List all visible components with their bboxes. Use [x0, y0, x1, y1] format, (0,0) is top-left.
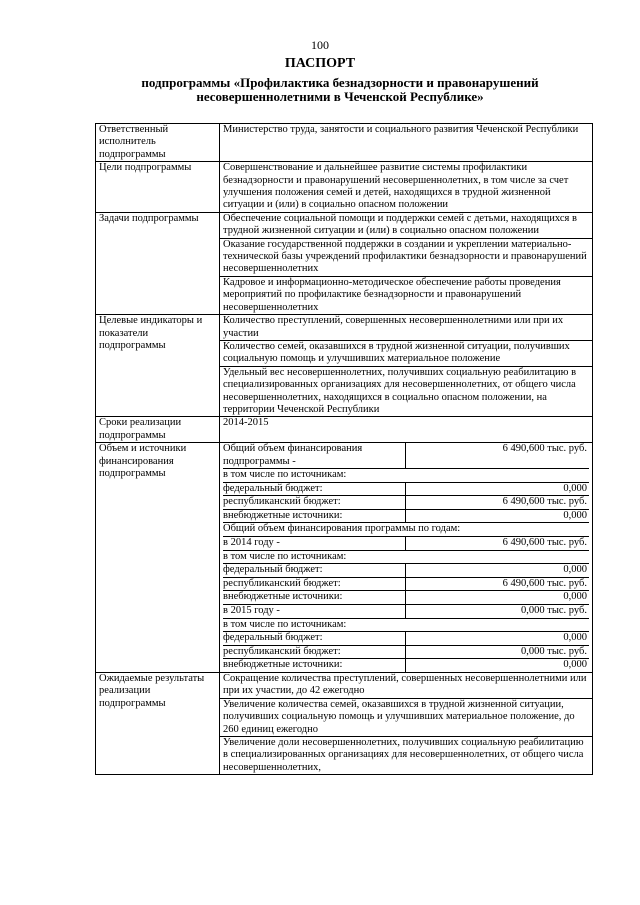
list-item: Обеспечение социальной помощи и поддержки семей с детьми, находящихся в трудной жизненной ситуации и (или) в социально опасном положении: [223, 212, 577, 237]
list-item: Увеличение доли несовершеннолетних, получивших социальную реабилитацию в специализированных организациях для несовершеннолетних, от общего числа несовершеннолетних,: [220, 736, 592, 774]
funding-value: 0,000 тыс. руб.: [521, 645, 587, 657]
funding-row: [223, 577, 589, 591]
funding-label: республиканский бюджет:: [223, 496, 406, 509]
funding-value: 6 490,600 тыс. руб.: [502, 536, 587, 548]
funding-total-value: 6 490,600 тыс. руб.: [502, 443, 587, 455]
list-item: Увеличение количества семей, оказавшихся в трудной жизненной ситуации, получивших социальную помощь и улучшивших материальное положение, до 260 единиц ежегодно: [220, 698, 592, 736]
funding-note: в том числе по источникам:: [223, 468, 347, 480]
funding-label: внебюджетные источники:: [223, 659, 406, 672]
funding-row: [223, 495, 589, 509]
row-funding: [96, 443, 593, 673]
row-label: Объем и источники финансирования подпрограммы: [96, 443, 220, 673]
funding-row: [223, 590, 589, 604]
funding-label: в 2014 году -: [223, 537, 406, 550]
funding-value: 0,000: [563, 482, 587, 494]
row-terms: [96, 417, 593, 443]
funding-label: в 2015 году -: [223, 605, 406, 618]
list-item: Удельный вес несовершеннолетних, получивших социальную реабилитацию в специализированных организациях для несовершеннолетних, от общего числа несовершеннолетних, находящихся в социально опасном положении, на территории Чеченской Республики: [220, 366, 592, 417]
row-label: Ответственный исполнитель подпрограммы: [96, 124, 220, 162]
row-label: Целевые индикаторы и показатели подпрограммы: [96, 315, 220, 417]
row-tasks: [96, 212, 593, 314]
row-label: Цели подпрограммы: [96, 162, 220, 213]
row-value: [220, 315, 593, 417]
funding-value: 0,000: [563, 659, 587, 671]
funding-label: внебюджетные источники:: [223, 510, 406, 523]
page-subtitle: подпрограммы «Профилактика безнадзорности и правонарушений несовершеннолетними в Чеченской Республике»: [141, 75, 539, 104]
list-item: Количество преступлений, совершенных несовершеннолетними или при их участии: [223, 315, 564, 339]
funding-label: федеральный бюджет:: [223, 564, 406, 577]
funding-label: республиканский бюджет:: [223, 646, 406, 659]
funding-row: [223, 536, 589, 550]
funding-row: [223, 604, 589, 618]
row-label: Ожидаемые результаты реализации подпрограммы: [96, 672, 220, 774]
funding-value: 0,000: [563, 564, 587, 576]
row-value: 2014-2015: [220, 417, 593, 443]
funding-row: [223, 509, 589, 523]
funding-row: [223, 468, 589, 482]
funding-grid: [220, 443, 593, 673]
funding-label: республиканский бюджет:: [223, 578, 406, 591]
funding-value: 0,000: [563, 632, 587, 644]
funding-value: 0,000: [563, 509, 587, 521]
funding-row: [223, 631, 589, 645]
funding-row: [223, 522, 589, 536]
row-label: Сроки реализации подпрограммы: [96, 417, 220, 443]
funding-value: 0,000 тыс. руб.: [521, 604, 587, 616]
row-indicators: [96, 315, 593, 417]
funding-value: 6 490,600 тыс. руб.: [502, 577, 587, 589]
funding-row: [223, 482, 589, 496]
row-value: [220, 672, 593, 774]
list-item: Кадровое и информационно-методическое обеспечение работы проведения мероприятий по профилактике безнадзорности и правонарушений несовершеннолетних: [220, 276, 592, 314]
list-item: Сокращение количества преступлений, совершенных несовершеннолетними или при их участии, до 42 ежегодно: [223, 672, 587, 697]
row-value: Совершенствование и дальнейшее развитие системы профилактики безнадзорности и правонарушений несовершеннолетних, в том числе за счет улучшения положения семей и детей, находящихся в трудной жизненной ситуации и (или) в социально опасном положении: [220, 162, 593, 213]
funding-label: внебюджетные источники:: [223, 591, 406, 604]
row-goals: [96, 162, 593, 213]
funding-label: федеральный бюджет:: [223, 483, 406, 496]
page-title: ПАСПОРТ: [284, 56, 356, 71]
list-item: Оказание государственной поддержки в создании и укреплении материально-технической базы учреждений профилактики безнадзорности и правонарушений несовершеннолетних: [220, 238, 592, 276]
funding-row: [223, 658, 589, 672]
funding-value: 0,000: [563, 591, 587, 603]
funding-note: Общий объем финансирования программы по годам:: [223, 523, 461, 535]
list-item: Количество семей, оказавшихся в трудной жизненной ситуации, получивших социальную помощь и улучшивших материальное положение: [220, 340, 592, 366]
row-value: Министерство труда, занятости и социального развития Чеченской Республики: [220, 124, 593, 162]
funding-label: федеральный бюджет:: [223, 632, 406, 645]
row-results: [96, 672, 593, 774]
funding-total-label: Общий объем финансирования подпрограммы -: [223, 443, 406, 468]
funding-note: в том числе по источникам:: [223, 550, 347, 562]
passport-table: [95, 123, 593, 775]
funding-note: в том числе по источникам:: [223, 618, 347, 630]
funding-row: [223, 563, 589, 577]
funding-row: [223, 645, 589, 659]
funding-row: [223, 618, 589, 632]
funding-value: 6 490,600 тыс. руб.: [502, 496, 587, 508]
row-value: [220, 212, 593, 314]
funding-row: [223, 550, 589, 564]
page-number: 100: [311, 38, 329, 52]
row-executor: [96, 124, 593, 162]
row-label: Задачи подпрограммы: [96, 212, 220, 314]
funding-total-row: [223, 443, 589, 468]
